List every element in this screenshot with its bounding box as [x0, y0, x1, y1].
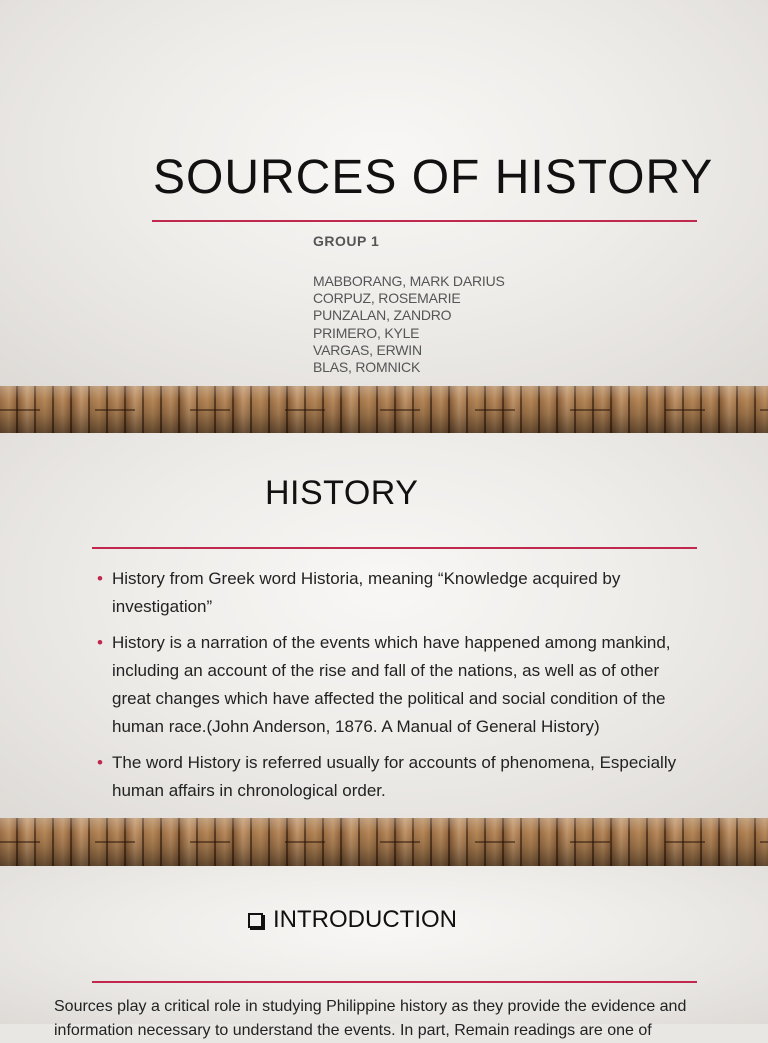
bullet-text: The word History is referred usually for accounts of phenomena, Especially human affairs in chronological order. — [112, 753, 677, 800]
bullet-icon: • — [97, 753, 103, 772]
history-slide — [0, 433, 768, 818]
wood-floor-divider — [0, 386, 768, 433]
member-name: CORPUZ, ROSEMARIE — [313, 290, 461, 307]
title-divider — [92, 547, 697, 549]
section-heading — [248, 906, 457, 934]
bullet-list — [97, 565, 697, 813]
wood-floor-divider — [0, 818, 768, 866]
checkbox-bullet-icon — [248, 913, 263, 928]
title-divider — [92, 981, 697, 983]
bullet-text: History from Greek word Historia, meaning “Knowledge acquired by investigation” — [112, 569, 621, 616]
bullet-icon: • — [97, 633, 103, 652]
bullet-item — [97, 749, 697, 805]
member-name: PRIMERO, KYLE — [313, 324, 420, 341]
group-label: GROUP 1 — [313, 233, 380, 249]
member-list — [313, 273, 505, 376]
bullet-text: History is a narration of the events which have happened among mankind, including an account of the rise and fall of the nations, as well as of other great changes which have affected the political and social condition of the human race.(John Anderson, 1876. A Manual of General History) — [112, 633, 671, 736]
body-paragraph: Sources play a critical role in studying Philippine history as they provide the evidence and information necessary to understand the events. In part, Remain readings are one of — [54, 998, 687, 1039]
slide-title: HISTORY — [265, 474, 419, 512]
heading-text: INTRODUCTION — [273, 906, 457, 933]
member-name: VARGAS, ERWIN — [313, 341, 422, 358]
member-name: BLAS, ROMNICK — [313, 359, 421, 376]
bullet-item — [97, 565, 697, 621]
bullet-item — [97, 629, 697, 741]
member-name: PUNZALAN, ZANDRO — [313, 307, 452, 324]
member-name: MABBORANG, MARK DARIUS — [313, 273, 505, 289]
title-slide — [0, 0, 768, 386]
bullet-icon: • — [97, 569, 103, 588]
title-divider — [152, 220, 697, 222]
slide-title: SOURCES OF HISTORY — [153, 151, 714, 204]
introduction-slide — [0, 866, 768, 1039]
